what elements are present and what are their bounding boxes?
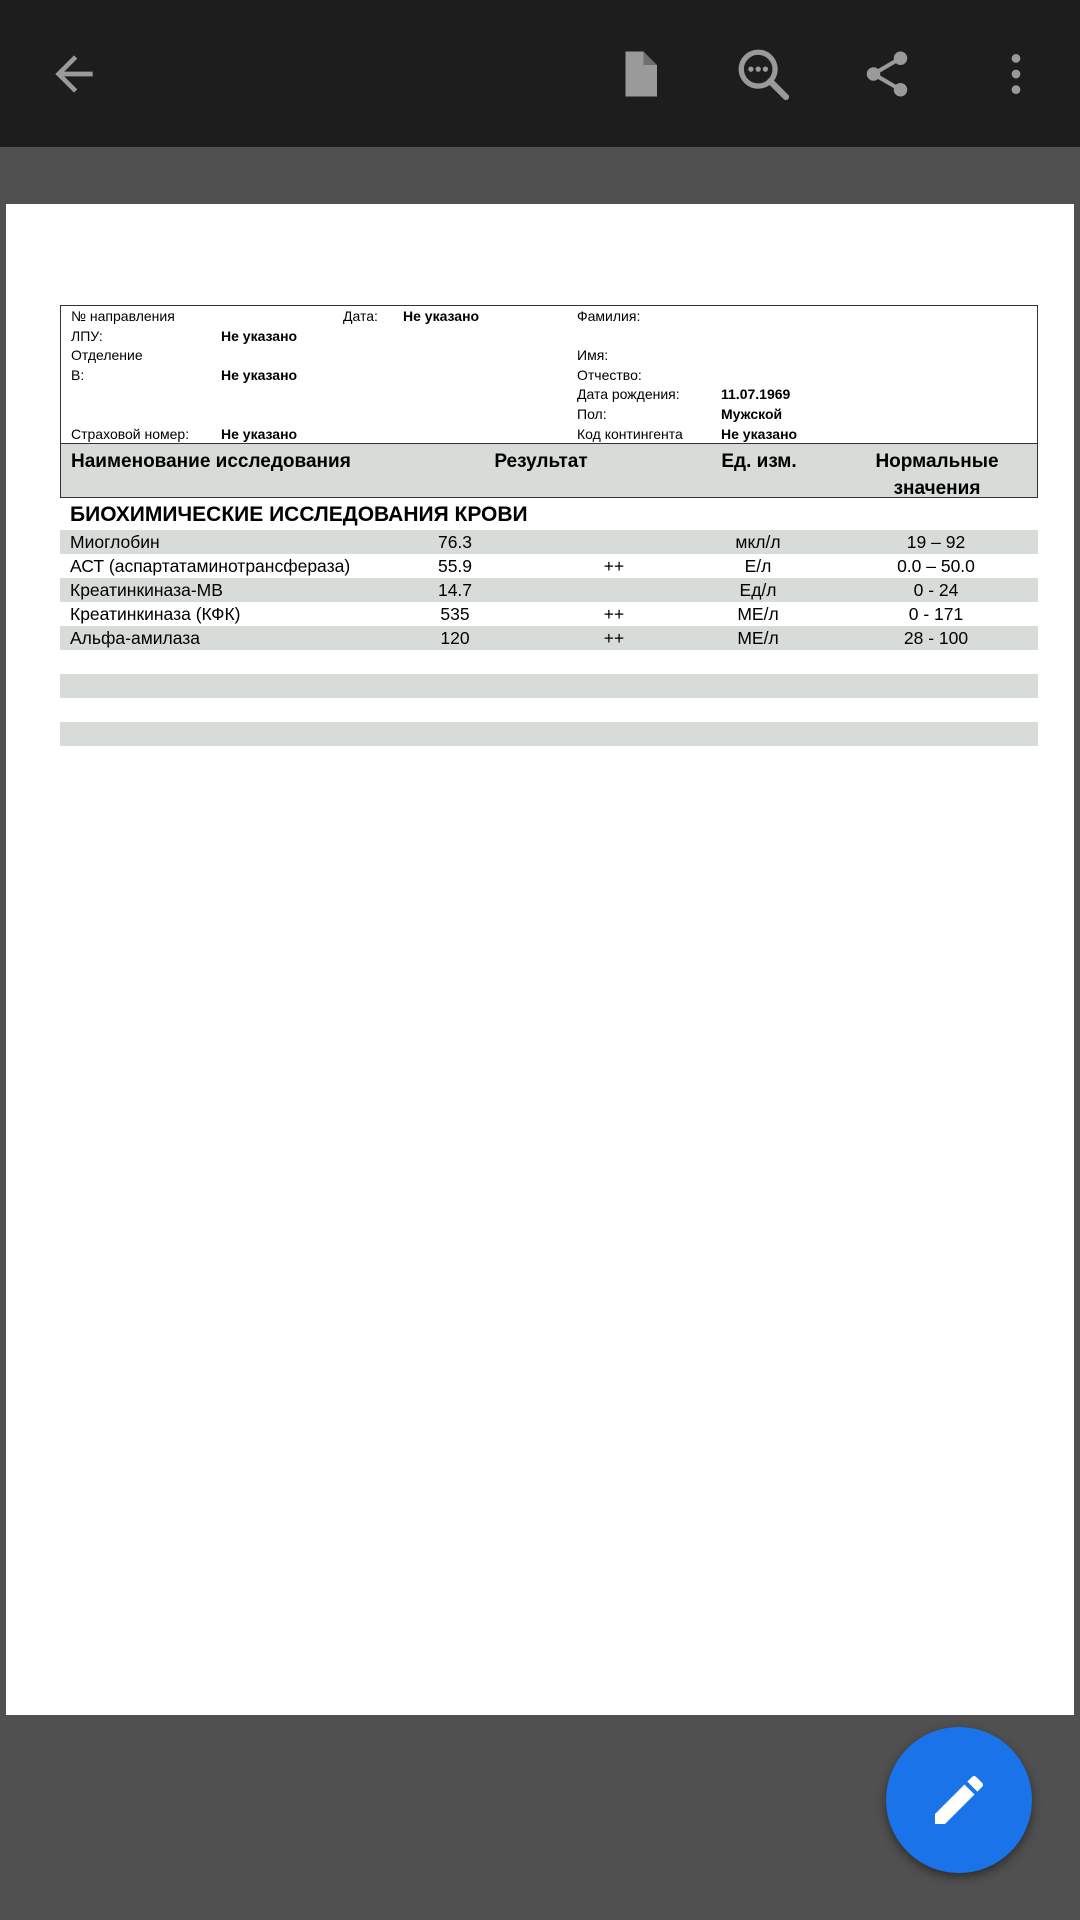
document-page[interactable] <box>6 204 1074 1715</box>
lpu-value: Не указано <box>221 327 298 344</box>
birthdate-label: Дата рождения: <box>577 386 680 403</box>
test-unit: МЕ/л <box>737 628 779 648</box>
empty-row <box>60 674 1038 698</box>
table-row <box>60 530 1038 554</box>
name-label: Имя: <box>577 347 609 364</box>
test-unit: мкл/л <box>735 532 781 552</box>
test-unit: МЕ/л <box>737 604 779 624</box>
test-flag: ++ <box>603 604 625 624</box>
search-icon <box>734 45 792 103</box>
test-name: Креатинкиназа-МВ <box>70 580 223 600</box>
test-norm: 0.0 – 50.0 <box>897 556 975 576</box>
table-row <box>60 554 1038 578</box>
test-result: 14.7 <box>437 580 473 600</box>
share-button[interactable] <box>837 24 937 124</box>
test-unit: Ед/л <box>739 580 777 600</box>
left-values <box>221 307 297 444</box>
insurance-label: Страховой номер: <box>71 425 190 442</box>
header-unit: Ед. изм. <box>721 451 797 472</box>
header-norm-line1: Нормальные <box>875 451 999 472</box>
contingent-label: Код контингента <box>577 425 683 442</box>
empty-row <box>60 698 1038 722</box>
test-unit: Е/л <box>744 556 772 576</box>
test-norm: 28 - 100 <box>903 628 969 648</box>
referral-label: № направления <box>71 308 175 324</box>
header-result: Результат <box>494 451 588 472</box>
table-header <box>60 443 1038 498</box>
test-result: 535 <box>440 604 470 624</box>
sex-value: Мужской <box>721 405 783 422</box>
date-label: Дата: <box>343 308 378 324</box>
test-name: Альфа-амилаза <box>70 628 201 648</box>
table-row <box>60 602 1038 626</box>
header-norm-line2: значения <box>893 478 981 499</box>
test-norm: 19 – 92 <box>906 532 966 552</box>
empty-row <box>60 650 1038 674</box>
document-button[interactable] <box>589 24 689 124</box>
back-button[interactable] <box>24 24 124 124</box>
lpu-label: ЛПУ: <box>71 327 103 344</box>
test-norm: 0 - 171 <box>908 604 964 624</box>
contingent-value: Не указано <box>721 425 798 442</box>
right-values <box>721 307 797 444</box>
table-row <box>60 578 1038 602</box>
test-name: АСТ (аспартатаминотрансфераза) <box>70 556 351 576</box>
test-flag: ++ <box>603 628 625 648</box>
document-icon <box>612 47 666 101</box>
section-title: БИОХИМИЧЕСКИЕ ИССЛЕДОВАНИЯ КРОВИ <box>70 503 528 526</box>
test-result: 76.3 <box>437 532 473 552</box>
more-options-button[interactable] <box>966 24 1066 124</box>
insurance-value: Не указано <box>221 425 298 442</box>
surname-label: Фамилия: <box>577 308 641 324</box>
right-labels <box>577 307 683 444</box>
empty-row <box>60 722 1038 746</box>
app-bar <box>0 0 1080 147</box>
edit-pencil-icon <box>927 1768 991 1832</box>
back-arrow-icon <box>46 46 102 102</box>
search-button[interactable] <box>713 24 813 124</box>
v-label: В: <box>71 366 85 383</box>
lab-report <box>60 305 1038 746</box>
department-label: Отделение <box>71 347 143 364</box>
test-norm: 0 - 24 <box>913 580 959 600</box>
date-value: Не указано <box>403 308 480 324</box>
share-icon <box>860 47 914 101</box>
test-flag: ++ <box>603 556 625 576</box>
sex-label: Пол: <box>577 405 607 422</box>
more-vert-icon <box>991 49 1041 99</box>
edit-fab-button[interactable] <box>886 1727 1032 1873</box>
left-labels <box>71 307 189 444</box>
patient-info-header <box>60 305 1038 443</box>
header-test-name: Наименование исследования <box>71 451 351 472</box>
test-result: 120 <box>440 628 470 648</box>
birthdate-value: 11.07.1969 <box>721 386 791 403</box>
header-norm <box>857 448 1017 502</box>
v-value: Не указано <box>221 366 298 383</box>
table-row <box>60 626 1038 650</box>
test-name: Миоглобин <box>70 532 160 552</box>
patronymic-label: Отчество: <box>577 366 642 383</box>
test-name: Креатинкиназа (КФК) <box>70 604 241 624</box>
test-result: 55.9 <box>437 556 473 576</box>
